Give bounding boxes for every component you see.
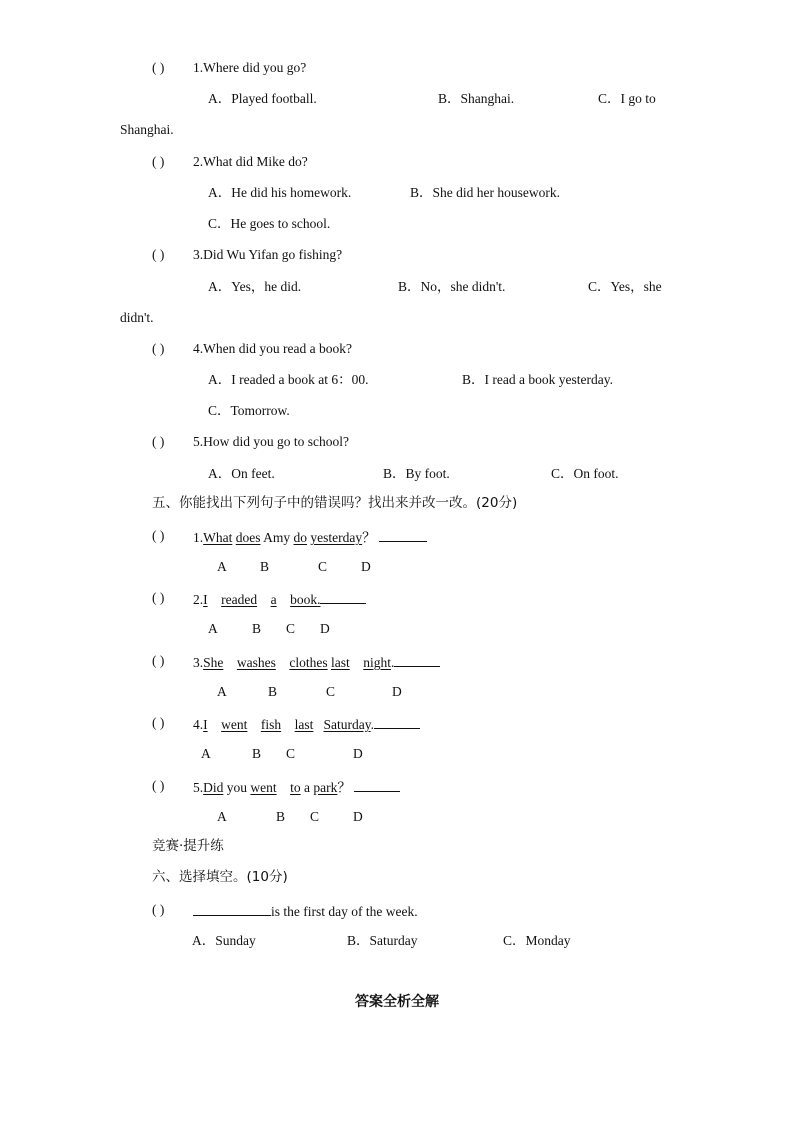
q2-option-c: C．He goes to school. <box>208 216 331 231</box>
q1-option-b: B．Shanghai. <box>438 91 515 106</box>
e4-label-c: C <box>286 746 296 761</box>
e3-paren: ( ) <box>152 653 165 668</box>
e1-word-d: yesterday <box>310 530 363 545</box>
e5-word-a: Did <box>203 780 224 795</box>
q2-option-b: B．She did her housework. <box>410 185 560 200</box>
q1-option-c: C．I go to <box>598 91 656 106</box>
q4-option-a: A．I readed a book at 6：00. <box>208 372 369 387</box>
e2-end: . <box>317 592 321 607</box>
q2-stem: 2.What did Mike do? <box>193 154 308 169</box>
q5-option-c: C．On foot. <box>551 466 619 481</box>
e5-end: ？ <box>337 780 351 795</box>
e4-word-a: I <box>203 717 208 732</box>
e4-label-d: D <box>353 746 363 761</box>
e4-word-c: fish <box>260 717 282 732</box>
e5-label-d: D <box>353 809 363 824</box>
e1-end: ？ <box>362 530 376 545</box>
q2-paren: ( ) <box>152 154 165 169</box>
contest-heading: 竞赛·提升练 <box>152 838 224 854</box>
e5-word-b: went <box>250 780 277 795</box>
e4-label-b: B <box>252 746 262 761</box>
e2-answer-blank[interactable] <box>320 591 366 604</box>
e2-word-a: I <box>203 592 208 607</box>
q3-option-c: C．Yes，she <box>588 279 662 294</box>
q1-paren: ( ) <box>152 60 165 75</box>
e3-end: . <box>391 655 395 670</box>
e2-word-b: readed <box>221 592 258 607</box>
e4-answer-blank[interactable] <box>374 716 420 729</box>
e3-word-a: She <box>203 655 224 670</box>
e3-label-b: B <box>268 684 278 699</box>
e3-word-c: clothes <box>289 655 328 670</box>
p6q1-stem: is the first day of the week. <box>271 904 418 919</box>
q2-option-a: A．He did his homework. <box>208 185 352 200</box>
p6q1-line <box>193 903 418 919</box>
e3-word-d2: night <box>363 655 392 670</box>
e2-paren: ( ) <box>152 590 165 605</box>
e2-label-b: B <box>252 621 262 636</box>
e1-word-c: do <box>293 530 308 545</box>
e5-answer-blank[interactable] <box>354 779 400 792</box>
e5-label-c: C <box>310 809 320 824</box>
e5-label-b: B <box>276 809 286 824</box>
q1-stem: 1.Where did you go? <box>193 60 307 75</box>
e1-word-b: does <box>235 530 261 545</box>
q1-option-c-wrap: Shanghai. <box>120 122 174 137</box>
e1-label-a: A <box>217 559 227 574</box>
e4-end: . <box>370 717 374 732</box>
part6-heading: 六、选择填空。(10分) <box>152 869 288 885</box>
e1-label-d: D <box>361 559 371 574</box>
e3-sentence <box>193 654 440 670</box>
e3-label-d: D <box>392 684 402 699</box>
e1-sentence <box>193 529 427 545</box>
e1-word-plain: Amy <box>263 530 291 545</box>
q4-option-b: B．I read a book yesterday. <box>462 372 613 387</box>
answers-title: 答案全析全解 <box>355 994 439 1010</box>
e4-label-a: A <box>201 746 211 761</box>
q5-paren: ( ) <box>152 434 165 449</box>
q1-option-a: A．Played football. <box>208 91 317 106</box>
e1-label-c: C <box>318 559 328 574</box>
e2-sentence <box>193 591 366 607</box>
e4-paren: ( ) <box>152 715 165 730</box>
e4-word-d1: last <box>294 717 314 732</box>
e3-word-d1: last <box>331 655 350 670</box>
e5-word-c: to <box>290 780 301 795</box>
e4-word-b: went <box>221 717 248 732</box>
e2-label-a: A <box>208 621 218 636</box>
e4-sentence <box>193 716 420 732</box>
q4-paren: ( ) <box>152 341 165 356</box>
p6q1-paren: ( ) <box>152 902 165 917</box>
q3-option-a: A．Yes，he did. <box>208 279 302 294</box>
e5-paren: ( ) <box>152 778 165 793</box>
q4-option-c: C．Tomorrow. <box>208 403 290 418</box>
e5-sentence <box>193 779 400 795</box>
p6q1-blank[interactable] <box>193 903 271 916</box>
e2-label-d: D <box>320 621 330 636</box>
e1-num: 1. <box>193 530 204 545</box>
e1-label-b: B <box>260 559 270 574</box>
part5-heading: 五、你能找出下列句子中的错误吗？找出来并改一改。(20分) <box>152 495 518 511</box>
p6q1-option-b: B．Saturday <box>347 933 418 948</box>
e1-word-a: What <box>203 530 233 545</box>
e4-num: 4. <box>193 717 204 732</box>
q5-stem: 5.How did you go to school? <box>193 434 349 449</box>
e5-word-plain2: a <box>304 780 311 795</box>
e5-label-a: A <box>217 809 227 824</box>
e4-word-d2: Saturday <box>323 717 371 732</box>
e2-num: 2. <box>193 592 204 607</box>
e2-label-c: C <box>286 621 296 636</box>
e5-word-plain1: you <box>226 780 247 795</box>
e1-answer-blank[interactable] <box>379 529 427 542</box>
e2-word-c: a <box>270 592 277 607</box>
q3-option-c-wrap: didn't. <box>120 310 154 325</box>
q3-stem: 3.Did Wu Yifan go fishing? <box>193 247 343 262</box>
e3-word-b: washes <box>236 655 276 670</box>
e5-num: 5. <box>193 780 204 795</box>
e3-label-c: C <box>326 684 336 699</box>
q3-option-b: B．No，she didn't. <box>398 279 506 294</box>
e5-word-d: park <box>313 780 338 795</box>
e3-label-a: A <box>217 684 227 699</box>
p6q1-option-c: C．Monday <box>503 933 571 948</box>
q3-paren: ( ) <box>152 247 165 262</box>
q4-stem: 4.When did you read a book? <box>193 341 352 356</box>
e3-num: 3. <box>193 655 204 670</box>
e3-answer-blank[interactable] <box>394 654 440 667</box>
e1-paren: ( ) <box>152 528 165 543</box>
q5-option-b: B．By foot. <box>383 466 450 481</box>
p6q1-option-a: A．Sunday <box>192 933 256 948</box>
e2-word-d: book <box>290 592 318 607</box>
q5-option-a: A．On feet. <box>208 466 275 481</box>
